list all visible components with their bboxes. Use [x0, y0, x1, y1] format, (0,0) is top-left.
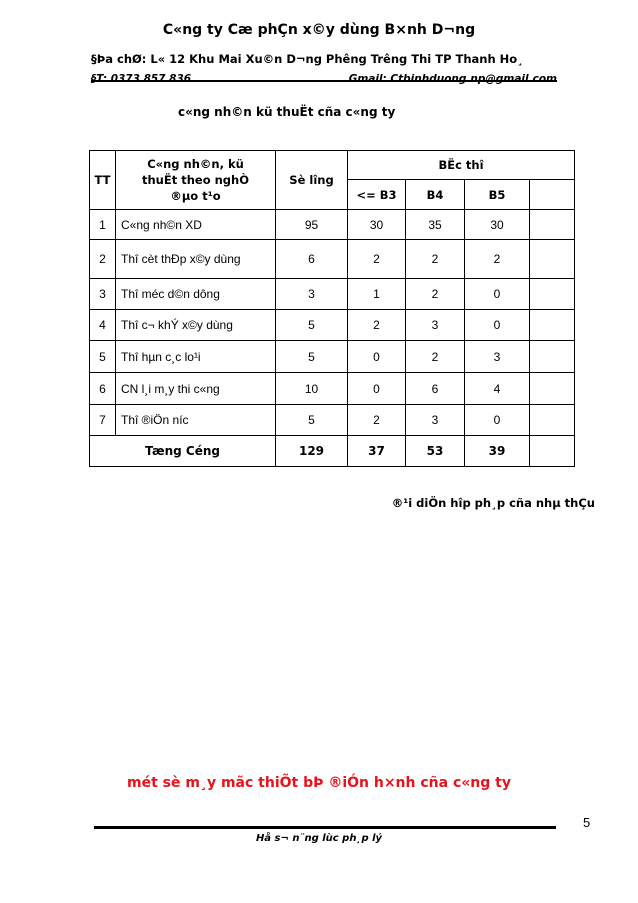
worker-table	[89, 150, 575, 467]
row-extra	[530, 341, 575, 373]
row-b5: 3	[465, 341, 530, 373]
header-level: BËc thî	[348, 151, 575, 180]
footer-rule	[94, 826, 556, 829]
header-extra	[530, 180, 575, 210]
row-tt: 4	[90, 310, 116, 341]
row-b3: 0	[348, 341, 406, 373]
table-row	[90, 341, 575, 373]
row-b5: 0	[465, 405, 530, 436]
email-address: Gmail: Ctbinhduong.np@gmail.com	[348, 73, 557, 85]
company-name: C«ng ty Cæ phÇn x©y dùng B×nh D¬ng	[162, 22, 476, 38]
row-count: 5	[276, 310, 348, 341]
row-b4: 3	[406, 405, 465, 436]
row-b4: 2	[406, 341, 465, 373]
row-b4: 35	[406, 210, 465, 240]
row-b3: 30	[348, 210, 406, 240]
row-count: 10	[276, 373, 348, 405]
row-name: C«ng nh©n XD	[116, 210, 276, 240]
total-label: Tæng Céng	[90, 436, 276, 467]
header-worker-line: thuËt theo nghÒ	[142, 173, 249, 187]
row-tt: 1	[90, 210, 116, 240]
row-b3: 2	[348, 405, 406, 436]
row-tt: 5	[90, 341, 116, 373]
table-row	[90, 373, 575, 405]
row-count: 5	[276, 341, 348, 373]
row-name: Thî c¬ khÝ x©y dùng	[116, 310, 276, 341]
row-b4: 3	[406, 310, 465, 341]
phone-number: §T: 0373 857 836	[91, 73, 192, 85]
row-tt: 6	[90, 373, 116, 405]
total-b5: 39	[465, 436, 530, 467]
row-b4: 2	[406, 240, 465, 279]
header-worker-type	[116, 151, 276, 210]
table-header-row	[90, 151, 575, 180]
header-b4: B4	[406, 180, 465, 210]
footer-text: Hå s¬ n¨ng lùc ph¸p lý	[255, 833, 383, 844]
equipment-title: mét sè m¸y mãc thiÕt bÞ ®iÓn h×nh cña c«ng ty	[127, 775, 511, 791]
header-worker-line: C«ng nh©n, kü	[147, 157, 244, 171]
row-extra	[530, 373, 575, 405]
row-b3: 0	[348, 373, 406, 405]
header-tt: TT	[90, 151, 116, 210]
row-b5: 2	[465, 240, 530, 279]
table-row	[90, 279, 575, 310]
row-tt: 2	[90, 240, 116, 279]
row-name: CN l¸i m¸y thi c«ng	[116, 373, 276, 405]
total-count: 129	[276, 436, 348, 467]
row-b5: 30	[465, 210, 530, 240]
row-name: Thî hµn c¸c lo¹i	[116, 341, 276, 373]
header-count: Sè lîng	[276, 151, 348, 210]
row-b5: 0	[465, 279, 530, 310]
row-count: 3	[276, 279, 348, 310]
row-tt: 3	[90, 279, 116, 310]
total-row	[90, 436, 575, 467]
table-row	[90, 310, 575, 341]
header-worker-line: ®µo t¹o	[170, 189, 221, 203]
total-b3: 37	[348, 436, 406, 467]
company-address: §Þa chØ: L« 12 Khu Mai Xu©n D¬ng Phêng Trêng Thi TP Thanh Ho¸	[91, 52, 523, 66]
row-count: 5	[276, 405, 348, 436]
table-row	[90, 210, 575, 240]
row-extra	[530, 405, 575, 436]
table-row	[90, 240, 575, 279]
page-number: 5	[583, 815, 591, 830]
row-extra	[530, 279, 575, 310]
row-b3: 1	[348, 279, 406, 310]
row-b5: 4	[465, 373, 530, 405]
row-name: Thî méc d©n dông	[116, 279, 276, 310]
row-name: Thî cèt thÐp x©y dùng	[116, 240, 276, 279]
table-row	[90, 405, 575, 436]
total-b4: 53	[406, 436, 465, 467]
legal-representative-note: ®¹i diÖn hîp ph¸p cña nhµ thÇu	[391, 496, 595, 510]
row-b5: 0	[465, 310, 530, 341]
section-title: c«ng nh©n kü thuËt cña c«ng ty	[178, 105, 396, 119]
row-extra	[530, 240, 575, 279]
row-b4: 2	[406, 279, 465, 310]
header-b3: <= B3	[348, 180, 406, 210]
row-count: 95	[276, 210, 348, 240]
row-b3: 2	[348, 310, 406, 341]
row-b4: 6	[406, 373, 465, 405]
row-extra	[530, 210, 575, 240]
row-extra	[530, 310, 575, 341]
header-b5: B5	[465, 180, 530, 210]
total-extra	[530, 436, 575, 467]
row-b3: 2	[348, 240, 406, 279]
row-tt: 7	[90, 405, 116, 436]
row-count: 6	[276, 240, 348, 279]
row-name: Thî ®iÖn níc	[116, 405, 276, 436]
